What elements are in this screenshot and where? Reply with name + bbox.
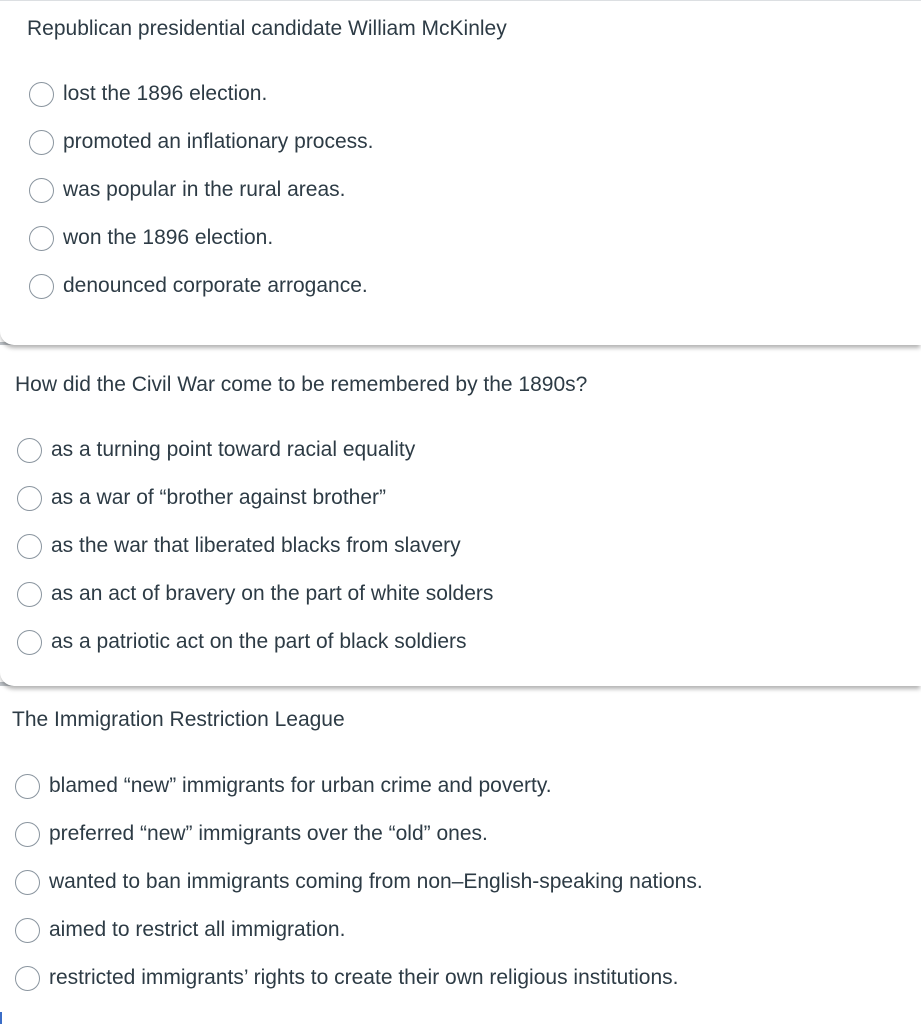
question-card-3 [0,686,921,1024]
answer-option[interactable] [17,570,493,618]
radio-button[interactable] [29,226,54,251]
answer-label[interactable]: lost the 1896 election. [63,82,268,105]
radio-button[interactable] [29,274,54,299]
answer-label[interactable]: blamed “new” immigrants for urban crime and poverty. [49,774,552,797]
answer-option[interactable] [29,118,374,166]
answer-label[interactable]: denounced corporate arrogance. [63,274,368,297]
answer-label[interactable]: restricted immigrants’ rights to create their own religious institutions. [49,966,679,989]
answer-option[interactable] [15,954,703,1002]
radio-button[interactable] [15,918,40,943]
question-1-answers [29,70,374,310]
radio-button[interactable] [17,582,42,607]
radio-button[interactable] [15,966,40,991]
answer-option[interactable] [29,214,374,262]
focus-edge-marker [0,1012,2,1024]
radio-button[interactable] [15,774,40,799]
answer-option[interactable] [15,858,703,906]
answer-label[interactable]: as an act of bravery on the part of white solders [51,582,494,605]
answer-option[interactable] [15,762,703,810]
answer-label[interactable]: as a turning point toward racial equality [51,438,416,461]
answer-label[interactable]: promoted an inflationary process. [63,130,374,153]
answer-option[interactable] [17,618,493,666]
radio-button[interactable] [15,870,40,895]
radio-button[interactable] [17,534,42,559]
answer-option[interactable] [17,426,493,474]
radio-button[interactable] [29,178,54,203]
radio-button[interactable] [15,822,40,847]
answer-label[interactable]: as a war of “brother against brother” [51,486,386,509]
answer-option[interactable] [29,166,374,214]
answer-label[interactable]: was popular in the rural areas. [63,178,346,201]
answer-option[interactable] [29,262,374,310]
answer-option[interactable] [29,70,374,118]
answer-label[interactable]: aimed to restrict all immigration. [49,918,346,941]
answer-option[interactable] [17,474,493,522]
answer-label[interactable]: preferred “new” immigrants over the “old” ones. [49,822,488,845]
radio-button[interactable] [17,486,42,511]
radio-button[interactable] [29,82,54,107]
answer-option[interactable] [15,906,703,954]
radio-button[interactable] [29,130,54,155]
answer-label[interactable]: won the 1896 election. [63,226,274,249]
answer-label[interactable]: as a patriotic act on the part of black soldiers [51,630,467,653]
answer-label[interactable]: as the war that liberated blacks from slavery [51,534,461,557]
question-2-prompt: How did the Civil War come to be remembered by the 1890s? [15,373,588,396]
question-card-2 [0,345,921,686]
question-card-1 [0,0,921,345]
radio-button[interactable] [17,438,42,463]
answer-option[interactable] [15,810,703,858]
question-1-prompt: Republican presidential candidate William McKinley [27,17,507,40]
answer-option[interactable] [17,522,493,570]
answer-label[interactable]: wanted to ban immigrants coming from non–English-speaking nations. [49,870,703,893]
question-3-prompt: The Immigration Restriction League [12,708,345,731]
radio-button[interactable] [17,630,42,655]
question-2-answers [17,426,493,666]
question-3-answers [15,762,703,1002]
